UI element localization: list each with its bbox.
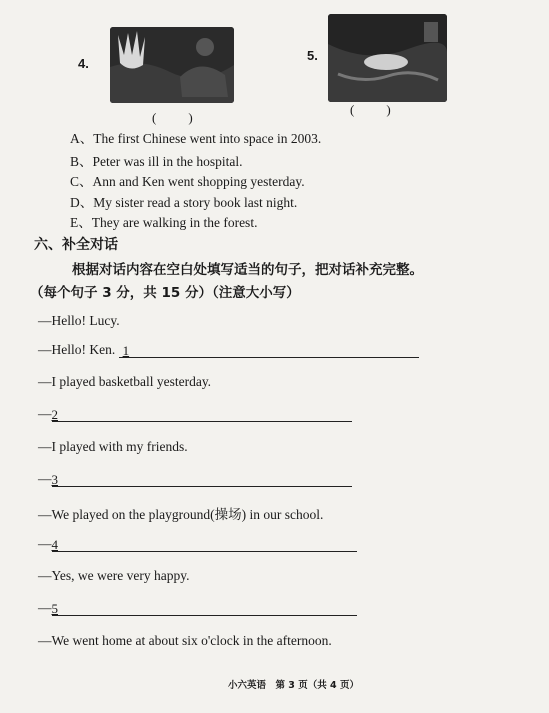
dialogue-line-10 (38, 600, 357, 616)
blank-3[interactable] (52, 472, 352, 487)
rocket-launch-image (328, 14, 447, 102)
option-e-text: They are walking in the forest. (91, 215, 258, 230)
option-c-text: Ann and Ken went shopping yesterday. (92, 174, 305, 189)
blank-1[interactable] (119, 343, 419, 358)
question-4-photo (110, 27, 234, 103)
blank-2-number: 2 (51, 407, 58, 422)
option-d-letter: D、 (70, 195, 94, 210)
section-6-instruction: 根据对话内容在空白处填写适当的句子，把对话补充完整。 (72, 262, 423, 278)
option-e (70, 211, 257, 231)
dialogue-line-3: —I played basketball yesterday. (38, 374, 212, 389)
dialogue-line-8-text: — (38, 536, 52, 551)
question-4-answer-paren[interactable]: ( ) (152, 110, 195, 125)
section-6-title: 六、补全对话 (34, 237, 118, 253)
dialogue-line-10-text: — (38, 600, 52, 615)
option-a-text: The first Chinese went into space in 2003. (93, 131, 322, 146)
dialogue-line-4 (38, 406, 352, 422)
blank-5[interactable] (52, 601, 357, 616)
dialogue-line-7: —We played on the playground(操场) in our school. (38, 507, 324, 522)
option-b-letter: B、 (70, 154, 93, 169)
question-5-answer-paren[interactable]: ( ) (350, 102, 393, 117)
dialogue-line-6 (38, 471, 352, 487)
option-d (70, 191, 297, 211)
page-footer: 小六英语 第 3 页（共 4 页） (228, 680, 359, 691)
option-b (70, 150, 243, 170)
dialogue-line-6-text: — (38, 471, 52, 486)
blank-2[interactable] (52, 407, 352, 422)
dialogue-line-5: —I played with my friends. (38, 439, 188, 454)
dialogue-line-8 (38, 536, 357, 552)
option-e-letter: E、 (70, 215, 92, 230)
dialogue-line-9: —Yes, we were very happy. (38, 568, 190, 583)
section-6-scoring-note: （每个句子 3 分，共 15 分）（注意大小写） (30, 285, 300, 301)
option-c-letter: C、 (70, 174, 93, 189)
option-d-text: My sister read a story book last night. (93, 195, 298, 210)
dialogue-line-4-text: — (38, 406, 52, 421)
blank-4-number: 4 (51, 537, 58, 552)
question-4-number: 4. (78, 56, 89, 71)
blank-3-number: 3 (51, 472, 58, 487)
blank-5-number: 5 (51, 601, 58, 616)
dialogue-line-2-text: —Hello! Ken. (38, 342, 116, 357)
dialogue-line-1: —Hello! Lucy. (38, 313, 120, 328)
hands-forest-image (110, 27, 234, 103)
question-5-number: 5. (307, 48, 318, 63)
dialogue-line-2 (38, 342, 419, 358)
option-c (70, 170, 305, 190)
option-a-letter: A、 (70, 131, 94, 146)
blank-4[interactable] (52, 537, 357, 552)
dialogue-line-11: —We went home at about six o'clock in the afternoon. (38, 633, 332, 648)
option-a (70, 127, 321, 147)
blank-1-number: 1 (122, 343, 130, 358)
option-b-text: Peter was ill in the hospital. (92, 154, 243, 169)
question-5-photo (328, 14, 447, 102)
